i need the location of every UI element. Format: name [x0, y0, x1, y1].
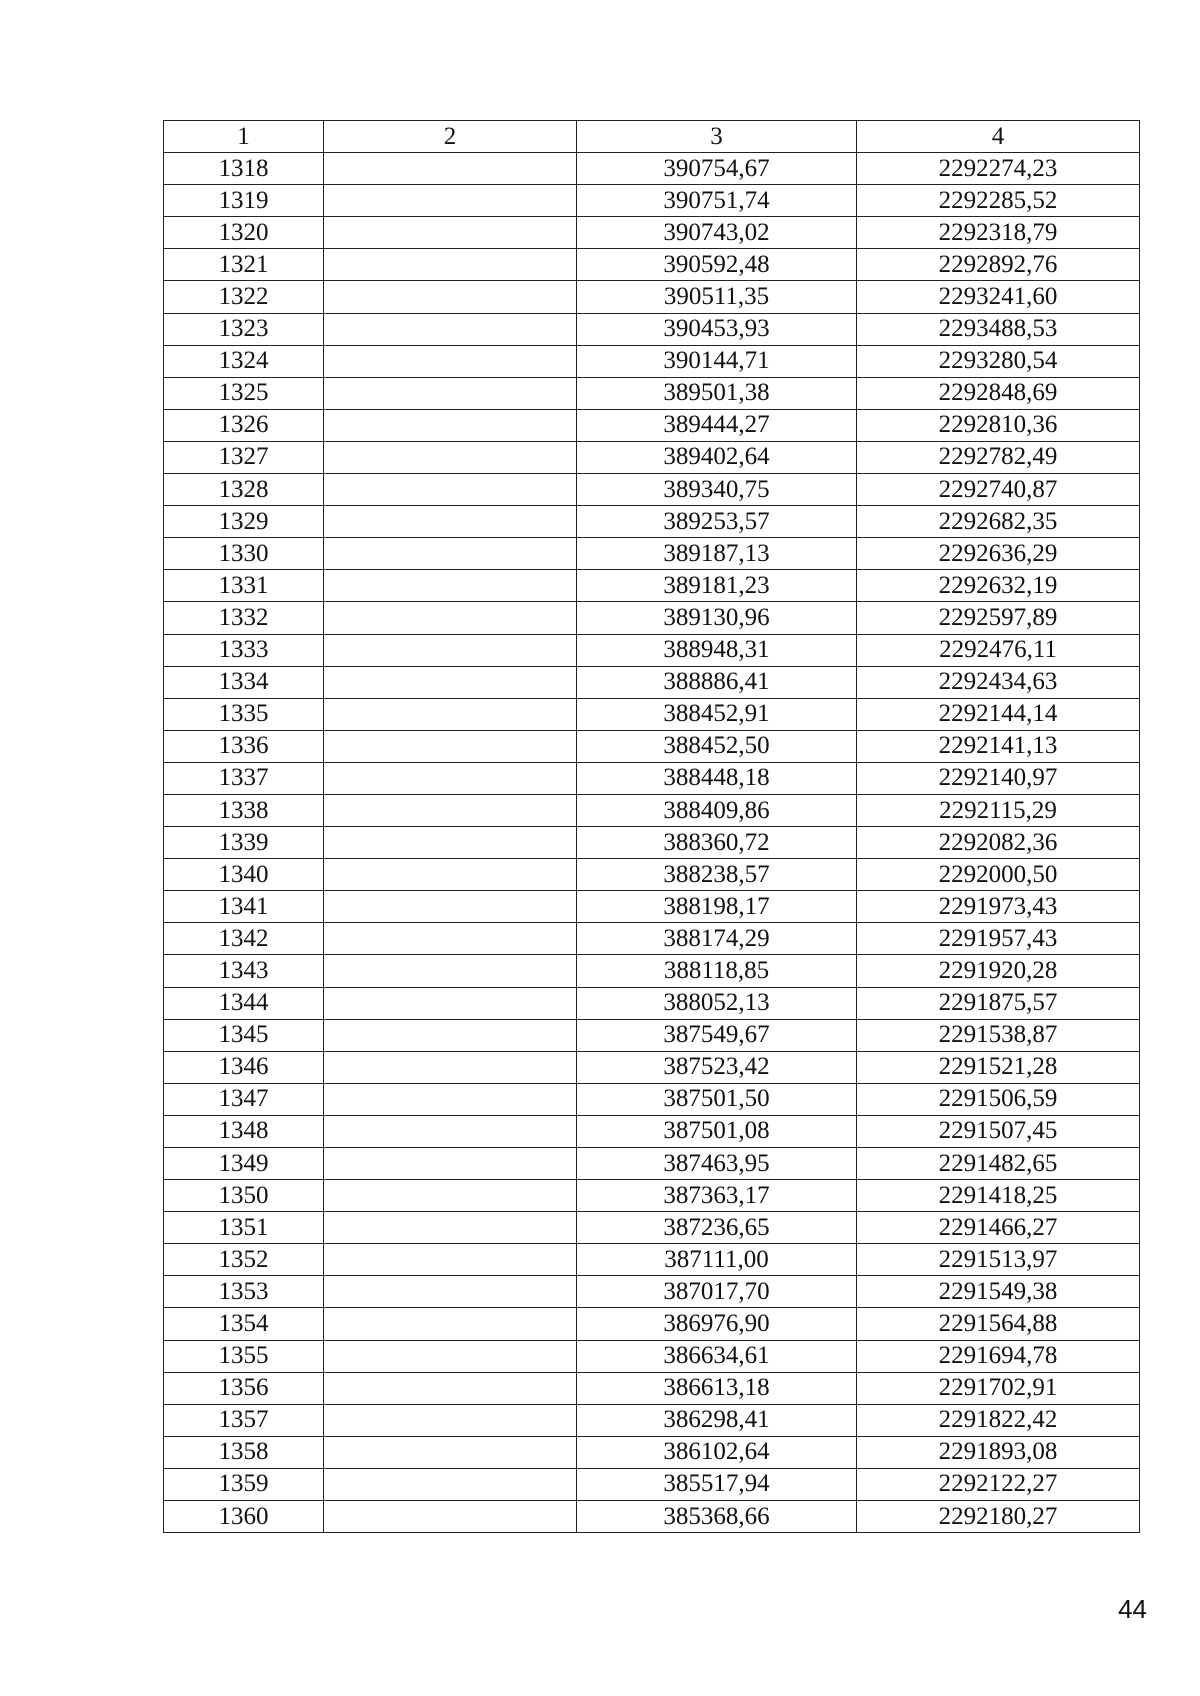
description-cell: [324, 153, 577, 185]
table-row: [164, 474, 1140, 506]
table-row: [164, 859, 1140, 891]
header-row: [164, 121, 1140, 153]
point-number-cell: 1321: [164, 249, 324, 281]
description-cell: [324, 1276, 577, 1308]
y-coordinate-cell: 2291893,08: [857, 1436, 1140, 1468]
description-cell: [324, 955, 577, 987]
table-row: [164, 923, 1140, 955]
y-coordinate-cell: 2291418,25: [857, 1180, 1140, 1212]
x-coordinate-cell: 388452,91: [577, 698, 857, 730]
description-cell: [324, 1501, 577, 1533]
table-row: [164, 794, 1140, 826]
table-row: [164, 762, 1140, 794]
table-row: [164, 1468, 1140, 1500]
point-number-cell: 1350: [164, 1180, 324, 1212]
point-number-cell: 1339: [164, 827, 324, 859]
description-cell: [324, 1180, 577, 1212]
x-coordinate-cell: 388360,72: [577, 827, 857, 859]
x-coordinate-cell: 386976,90: [577, 1308, 857, 1340]
point-number-cell: 1327: [164, 441, 324, 473]
point-number-cell: 1357: [164, 1404, 324, 1436]
x-coordinate-cell: 390453,93: [577, 313, 857, 345]
point-number-cell: 1348: [164, 1115, 324, 1147]
table-row: [164, 955, 1140, 987]
x-coordinate-cell: 388409,86: [577, 794, 857, 826]
x-coordinate-cell: 389340,75: [577, 474, 857, 506]
y-coordinate-cell: 2292434,63: [857, 666, 1140, 698]
table-row: [164, 1148, 1140, 1180]
x-coordinate-cell: 388948,31: [577, 634, 857, 666]
x-coordinate-cell: 390592,48: [577, 249, 857, 281]
table-row: [164, 441, 1140, 473]
page-number: 44: [1118, 1594, 1147, 1624]
y-coordinate-cell: 2292632,19: [857, 570, 1140, 602]
x-coordinate-cell: 389402,64: [577, 441, 857, 473]
x-coordinate-cell: 390754,67: [577, 153, 857, 185]
column-header-3: 3: [577, 121, 857, 153]
point-number-cell: 1331: [164, 570, 324, 602]
y-coordinate-cell: 2292597,89: [857, 602, 1140, 634]
y-coordinate-cell: 2291482,65: [857, 1148, 1140, 1180]
description-cell: [324, 794, 577, 826]
y-coordinate-cell: 2292180,27: [857, 1501, 1140, 1533]
table-row: [164, 1212, 1140, 1244]
description-cell: [324, 377, 577, 409]
y-coordinate-cell: 2291507,45: [857, 1115, 1140, 1147]
point-number-cell: 1332: [164, 602, 324, 634]
description-cell: [324, 1340, 577, 1372]
x-coordinate-cell: 386613,18: [577, 1372, 857, 1404]
point-number-cell: 1338: [164, 794, 324, 826]
y-coordinate-cell: 2291702,91: [857, 1372, 1140, 1404]
table-row: [164, 602, 1140, 634]
point-number-cell: 1351: [164, 1212, 324, 1244]
x-coordinate-cell: 387017,70: [577, 1276, 857, 1308]
y-coordinate-cell: 2292682,35: [857, 506, 1140, 538]
x-coordinate-cell: 390751,74: [577, 185, 857, 217]
table-header: [164, 121, 1140, 153]
description-cell: [324, 538, 577, 570]
description-cell: [324, 345, 577, 377]
y-coordinate-cell: 2291957,43: [857, 923, 1140, 955]
table-row: [164, 1404, 1140, 1436]
x-coordinate-cell: 389130,96: [577, 602, 857, 634]
x-coordinate-cell: 387501,50: [577, 1083, 857, 1115]
point-number-cell: 1337: [164, 762, 324, 794]
point-number-cell: 1341: [164, 891, 324, 923]
x-coordinate-cell: 389444,27: [577, 409, 857, 441]
description-cell: [324, 409, 577, 441]
point-number-cell: 1343: [164, 955, 324, 987]
description-cell: [324, 762, 577, 794]
description-cell: [324, 1019, 577, 1051]
description-cell: [324, 859, 577, 891]
point-number-cell: 1347: [164, 1083, 324, 1115]
x-coordinate-cell: 387111,00: [577, 1244, 857, 1276]
y-coordinate-cell: 2292892,76: [857, 249, 1140, 281]
point-number-cell: 1336: [164, 730, 324, 762]
table-row: [164, 313, 1140, 345]
description-cell: [324, 602, 577, 634]
description-cell: [324, 1051, 577, 1083]
x-coordinate-cell: 389181,23: [577, 570, 857, 602]
description-cell: [324, 313, 577, 345]
table-row: [164, 1083, 1140, 1115]
description-cell: [324, 1244, 577, 1276]
table-row: [164, 827, 1140, 859]
table-row: [164, 666, 1140, 698]
point-number-cell: 1330: [164, 538, 324, 570]
y-coordinate-cell: 2291822,42: [857, 1404, 1140, 1436]
table-row: [164, 249, 1140, 281]
x-coordinate-cell: 388448,18: [577, 762, 857, 794]
x-coordinate-cell: 386634,61: [577, 1340, 857, 1372]
description-cell: [324, 1404, 577, 1436]
y-coordinate-cell: 2292140,97: [857, 762, 1140, 794]
point-number-cell: 1356: [164, 1372, 324, 1404]
x-coordinate-cell: 385368,66: [577, 1501, 857, 1533]
y-coordinate-cell: 2291538,87: [857, 1019, 1140, 1051]
table-row: [164, 1019, 1140, 1051]
x-coordinate-cell: 388198,17: [577, 891, 857, 923]
point-number-cell: 1319: [164, 185, 324, 217]
description-cell: [324, 1115, 577, 1147]
y-coordinate-cell: 2292274,23: [857, 153, 1140, 185]
x-coordinate-cell: 388052,13: [577, 987, 857, 1019]
x-coordinate-cell: 389187,13: [577, 538, 857, 570]
table-row: [164, 1372, 1140, 1404]
point-number-cell: 1352: [164, 1244, 324, 1276]
coordinates-table: [163, 120, 1140, 1533]
y-coordinate-cell: 2291466,27: [857, 1212, 1140, 1244]
description-cell: [324, 987, 577, 1019]
table-row: [164, 1308, 1140, 1340]
point-number-cell: 1358: [164, 1436, 324, 1468]
y-coordinate-cell: 2292115,29: [857, 794, 1140, 826]
description-cell: [324, 1083, 577, 1115]
description-cell: [324, 1212, 577, 1244]
point-number-cell: 1325: [164, 377, 324, 409]
x-coordinate-cell: 389501,38: [577, 377, 857, 409]
x-coordinate-cell: 387463,95: [577, 1148, 857, 1180]
description-cell: [324, 827, 577, 859]
x-coordinate-cell: 390144,71: [577, 345, 857, 377]
point-number-cell: 1322: [164, 281, 324, 313]
table-row: [164, 1501, 1140, 1533]
y-coordinate-cell: 2293488,53: [857, 313, 1140, 345]
description-cell: [324, 666, 577, 698]
table-row: [164, 153, 1140, 185]
x-coordinate-cell: 388118,85: [577, 955, 857, 987]
description-cell: [324, 1148, 577, 1180]
point-number-cell: 1360: [164, 1501, 324, 1533]
y-coordinate-cell: 2291694,78: [857, 1340, 1140, 1372]
x-coordinate-cell: 388452,50: [577, 730, 857, 762]
y-coordinate-cell: 2292636,29: [857, 538, 1140, 570]
x-coordinate-cell: 390743,02: [577, 217, 857, 249]
description-cell: [324, 923, 577, 955]
table-row: [164, 1115, 1140, 1147]
point-number-cell: 1359: [164, 1468, 324, 1500]
x-coordinate-cell: 388886,41: [577, 666, 857, 698]
x-coordinate-cell: 388238,57: [577, 859, 857, 891]
description-cell: [324, 570, 577, 602]
table-row: [164, 377, 1140, 409]
table-row: [164, 409, 1140, 441]
y-coordinate-cell: 2293280,54: [857, 345, 1140, 377]
table-row: [164, 1276, 1140, 1308]
point-number-cell: 1346: [164, 1051, 324, 1083]
x-coordinate-cell: 387236,65: [577, 1212, 857, 1244]
point-number-cell: 1353: [164, 1276, 324, 1308]
table-row: [164, 1244, 1140, 1276]
y-coordinate-cell: 2292000,50: [857, 859, 1140, 891]
description-cell: [324, 441, 577, 473]
point-number-cell: 1349: [164, 1148, 324, 1180]
point-number-cell: 1345: [164, 1019, 324, 1051]
x-coordinate-cell: 385517,94: [577, 1468, 857, 1500]
point-number-cell: 1326: [164, 409, 324, 441]
y-coordinate-cell: 2292740,87: [857, 474, 1140, 506]
description-cell: [324, 185, 577, 217]
y-coordinate-cell: 2291875,57: [857, 987, 1140, 1019]
table-row: [164, 634, 1140, 666]
description-cell: [324, 1468, 577, 1500]
column-header-1: 1: [164, 121, 324, 153]
y-coordinate-cell: 2292810,36: [857, 409, 1140, 441]
table-row: [164, 1180, 1140, 1212]
y-coordinate-cell: 2293241,60: [857, 281, 1140, 313]
y-coordinate-cell: 2292318,79: [857, 217, 1140, 249]
description-cell: [324, 474, 577, 506]
point-number-cell: 1329: [164, 506, 324, 538]
x-coordinate-cell: 386298,41: [577, 1404, 857, 1436]
column-header-2: 2: [324, 121, 577, 153]
x-coordinate-cell: 386102,64: [577, 1436, 857, 1468]
x-coordinate-cell: 389253,57: [577, 506, 857, 538]
description-cell: [324, 891, 577, 923]
y-coordinate-cell: 2292285,52: [857, 185, 1140, 217]
table-row: [164, 698, 1140, 730]
y-coordinate-cell: 2292848,69: [857, 377, 1140, 409]
description-cell: [324, 1436, 577, 1468]
column-header-4: 4: [857, 121, 1140, 153]
point-number-cell: 1323: [164, 313, 324, 345]
y-coordinate-cell: 2292122,27: [857, 1468, 1140, 1500]
table-row: [164, 570, 1140, 602]
y-coordinate-cell: 2292144,14: [857, 698, 1140, 730]
y-coordinate-cell: 2292476,11: [857, 634, 1140, 666]
y-coordinate-cell: 2291513,97: [857, 1244, 1140, 1276]
description-cell: [324, 1372, 577, 1404]
point-number-cell: 1342: [164, 923, 324, 955]
y-coordinate-cell: 2291973,43: [857, 891, 1140, 923]
x-coordinate-cell: 390511,35: [577, 281, 857, 313]
y-coordinate-cell: 2291920,28: [857, 955, 1140, 987]
point-number-cell: 1344: [164, 987, 324, 1019]
y-coordinate-cell: 2292082,36: [857, 827, 1140, 859]
point-number-cell: 1354: [164, 1308, 324, 1340]
table-row: [164, 1051, 1140, 1083]
point-number-cell: 1334: [164, 666, 324, 698]
x-coordinate-cell: 387363,17: [577, 1180, 857, 1212]
description-cell: [324, 249, 577, 281]
point-number-cell: 1355: [164, 1340, 324, 1372]
table-row: [164, 987, 1140, 1019]
description-cell: [324, 634, 577, 666]
y-coordinate-cell: 2291521,28: [857, 1051, 1140, 1083]
point-number-cell: 1328: [164, 474, 324, 506]
description-cell: [324, 506, 577, 538]
table-body: [164, 153, 1140, 1533]
description-cell: [324, 698, 577, 730]
table-row: [164, 185, 1140, 217]
y-coordinate-cell: 2291564,88: [857, 1308, 1140, 1340]
y-coordinate-cell: 2292782,49: [857, 441, 1140, 473]
table-row: [164, 730, 1140, 762]
x-coordinate-cell: 387549,67: [577, 1019, 857, 1051]
table-row: [164, 217, 1140, 249]
y-coordinate-cell: 2292141,13: [857, 730, 1140, 762]
table-row: [164, 538, 1140, 570]
point-number-cell: 1320: [164, 217, 324, 249]
point-number-cell: 1318: [164, 153, 324, 185]
table-row: [164, 1340, 1140, 1372]
description-cell: [324, 217, 577, 249]
x-coordinate-cell: 387501,08: [577, 1115, 857, 1147]
x-coordinate-cell: 388174,29: [577, 923, 857, 955]
y-coordinate-cell: 2291506,59: [857, 1083, 1140, 1115]
point-number-cell: 1324: [164, 345, 324, 377]
point-number-cell: 1335: [164, 698, 324, 730]
y-coordinate-cell: 2291549,38: [857, 1276, 1140, 1308]
x-coordinate-cell: 387523,42: [577, 1051, 857, 1083]
table-row: [164, 891, 1140, 923]
point-number-cell: 1333: [164, 634, 324, 666]
table-row: [164, 506, 1140, 538]
table-row: [164, 1436, 1140, 1468]
point-number-cell: 1340: [164, 859, 324, 891]
description-cell: [324, 1308, 577, 1340]
table-row: [164, 281, 1140, 313]
description-cell: [324, 281, 577, 313]
description-cell: [324, 730, 577, 762]
table-row: [164, 345, 1140, 377]
